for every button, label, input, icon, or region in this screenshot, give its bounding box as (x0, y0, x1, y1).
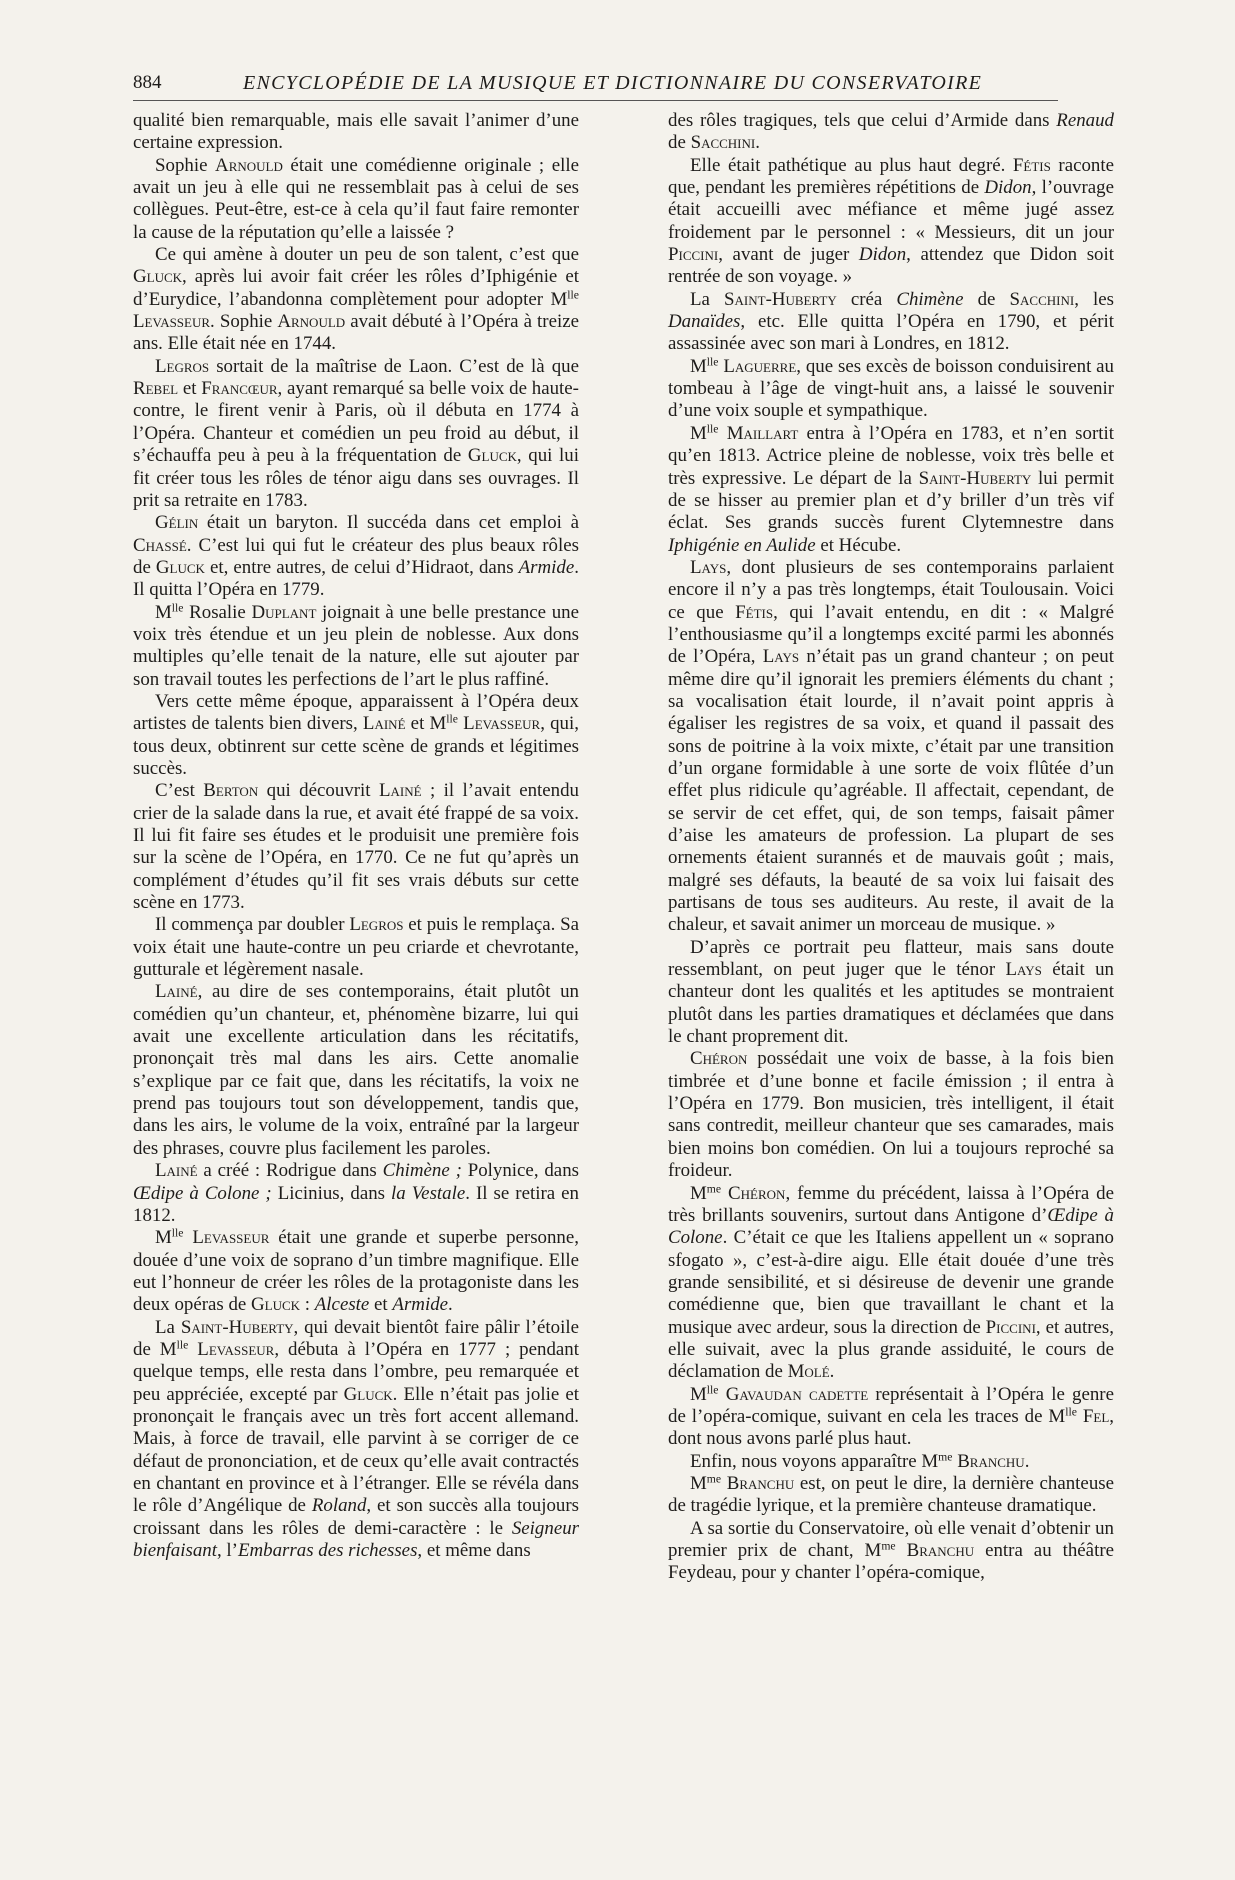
text-run: M (155, 1227, 172, 1249)
text-run: Ce qui amène à douter un peu de son talent, c’est que (155, 244, 579, 266)
paragraph (133, 691, 579, 780)
title-abbreviation: me (881, 1539, 896, 1553)
proper-name: Lainé (155, 981, 198, 1003)
proper-name: Legros (349, 914, 404, 936)
paragraph (133, 1227, 579, 1316)
work-title: Iphigénie en Aulide (668, 534, 816, 556)
proper-name: Chéron (690, 1048, 748, 1070)
paragraph (668, 155, 1114, 289)
text-run: , qui, tous deux, obtinrent sur cette scène de grands et légitimes succès. (133, 713, 579, 779)
text-run: représentait à l’Opéra le genre de l’opéra-comique, suivant en cela les traces de M (668, 1383, 1114, 1427)
paragraph (668, 289, 1114, 356)
text-run: . Elle n’était pas jolie et prononçait le français avec un très fort accent allemand. Mais, à force de travail, elle parvint à se corriger de ce défaut de prononciation, et de ceux qu’elle avait contractés en chantant en province et à l’étranger. Elle se révéla dans le rôle d’Angélique de (133, 1383, 579, 1517)
text-run: de (668, 132, 691, 154)
paragraph (668, 356, 1114, 423)
text-run: : (300, 1294, 315, 1316)
running-header (133, 70, 1058, 101)
paragraph (133, 1160, 579, 1227)
text-run: était un baryton. Il succéda dans cet emploi à (198, 512, 579, 534)
proper-name: Fétis (735, 601, 774, 623)
text-run: entra à l’Opéra en 1783, et n’en sortit qu’en 1813. Actrice pleine de noblesse, voix très belle et très expressive. Le départ de la (668, 422, 1114, 489)
text-run: . Il se retira en 1812. (133, 1182, 579, 1226)
proper-name: Fel (1082, 1405, 1110, 1427)
text-run: est, on peut le dire, la dernière chanteuse de tragédie lyrique, et la première chanteuse dramatique. (668, 1472, 1114, 1517)
text-run: était une grande et superbe personne, douée d’une voix de soprano d’un timbre magnifique. Elle eut l’honneur de créer les rôles de la protagoniste dans les deux opéras de (133, 1227, 579, 1316)
title-abbreviation: me (706, 1472, 722, 1486)
text-run: était un chanteur dont les qualités et les aptitudes se montraient plutôt dans les parties dramatiques et déclamées que dans le chant proprement dit. (668, 959, 1114, 1048)
page-number: 884 (133, 72, 162, 93)
text-run: , etc. Elle quitta l’Opéra en 1790, et périt assassinée avec son mari à Londres, en 1812. (668, 311, 1114, 355)
proper-name: Levasseur (197, 1338, 275, 1360)
text-run: , et son succès alla toujours croissant dans les rôles de demi-caractère : le (133, 1495, 579, 1539)
proper-name: Gluck (467, 445, 517, 467)
proper-name: Saint-Huberty (180, 1316, 294, 1338)
proper-name: Levasseur (463, 713, 541, 735)
proper-name: Maillart (726, 422, 799, 444)
text-run: , ayant remarqué sa belle voix de haute-contre, le firent venir à Paris, où il débuta en 1774 à l’Opéra. Chanteur et comédien un peu froid au début, il s’échauffa peu à peu à la fréquentation de (133, 378, 579, 467)
text-run: , qui lui fit créer tous les rôles de ténor aigu dans ses ouvrages. Il prit sa retraite en 1783. (133, 445, 579, 511)
text-run: n’était pas un grand chanteur ; on peut même dire qu’il ignorait les premiers éléments du chant ; sa vocalisation était lourde, il n’avait point appris à égaliser les registres de sa voix, et quand il passait des sons de poitrine à la voix mixte, c’était par une transition d’un organe formidable à une sorte de voix flûtée d’un effet plus ridicule qu’agréable. Il affectait, cependant, de se servir de cet effet, qui, de son temps, faisait pâmer d’aise les amateurs de profession. La plupart de ses ornements étaient surannés et de mauvais goût ; mais, malgré ses défauts, la beauté de sa voix lui faisait des partisans de tous ses auditeurs. Au reste, il avait de la chaleur, et savait animer un morceau de musique. » (668, 646, 1114, 936)
paragraph (668, 1451, 1114, 1473)
text-run: , dont plusieurs de ses contemporains parlaient encore il n’y a pas très longtemps, était Toulousain. Voici ce que (668, 556, 1114, 623)
title-abbreviation: lle (706, 355, 719, 369)
text-run: . (448, 1294, 453, 1316)
paragraph (668, 1183, 1114, 1384)
proper-name: Branchu (957, 1450, 1025, 1472)
left-column (133, 110, 579, 1562)
paragraph (668, 1048, 1114, 1182)
title-abbreviation: lle (176, 1338, 189, 1352)
title-abbreviation: lle (706, 1383, 719, 1397)
work-title: Chimène ; (382, 1160, 462, 1182)
paragraph (133, 244, 579, 356)
work-title: Chimène (896, 288, 964, 310)
text-run: M (690, 1383, 707, 1405)
proper-name: Lainé (362, 713, 406, 735)
text-run: La (690, 288, 725, 310)
text-run: entra au théâtre Feydeau, pour y chanter l’opéra-comique, (668, 1540, 1114, 1584)
work-title: Seigneur bienfaisant (133, 1517, 579, 1561)
paragraph (668, 937, 1114, 1049)
proper-name: Lays (1005, 959, 1042, 981)
title-abbreviation: lle (171, 1226, 184, 1240)
paragraph (668, 423, 1114, 557)
proper-name: Gluck (155, 556, 205, 578)
text-run: Enfin, nous voyons apparaître M (690, 1450, 939, 1472)
text-run: qui découvrit (258, 780, 379, 802)
text-run: . Il quitta l’Opéra en 1779. (133, 556, 579, 601)
text-run: , qui devait bientôt faire pâlir l’étoile de M (133, 1316, 579, 1360)
text-run: et (369, 1294, 393, 1316)
paragraph (133, 914, 579, 981)
proper-name: Molé (787, 1361, 830, 1383)
text-run: , attendez que Didon soit rentrée de son voyage. » (668, 244, 1114, 288)
title-abbreviation: lle (171, 601, 184, 615)
text-run: M (690, 1472, 707, 1494)
work-title: Œdipe à Colone (668, 1204, 1114, 1249)
text-run (188, 1339, 197, 1360)
proper-name: Lainé (155, 1160, 198, 1182)
text-run: lui permit de se hisser au premier plan et d’y briller d’un très vif éclat. Ses grands succès furent Clytemnestre dans (668, 467, 1114, 534)
paragraph (133, 1317, 579, 1563)
proper-name: Levasseur (192, 1227, 270, 1249)
proper-name: Levasseur (133, 311, 211, 333)
proper-name: Duplant (251, 601, 317, 623)
proper-name: Chéron (728, 1182, 786, 1204)
text-run: a créé : Rodrigue dans (197, 1160, 383, 1182)
text-run: Rosalie (183, 601, 252, 623)
paragraph (133, 512, 579, 601)
proper-name: Saint-Huberty (724, 288, 837, 310)
text-run: et (178, 378, 202, 400)
text-run: , et même dans (417, 1540, 531, 1561)
proper-name: Arnould (215, 154, 283, 176)
text-run (719, 1384, 726, 1405)
title-abbreviation: lle (1065, 1405, 1077, 1419)
proper-name: Piccini (985, 1316, 1036, 1338)
proper-name: Chassé (133, 534, 187, 556)
paragraph (133, 356, 579, 512)
work-title: Armide (518, 556, 575, 578)
text-run: . Sophie (210, 311, 278, 333)
text-run: . (829, 1361, 835, 1383)
title-abbreviation: lle (446, 712, 458, 726)
work-title: Renaud (1056, 110, 1114, 131)
text-run: , débuta à l’Opéra en 1777 ; pendant quelque temps, elle resta dans l’ombre, peu remarquée et peu appréciée, excepté par (133, 1338, 579, 1405)
work-title: Alceste (314, 1294, 370, 1316)
work-title: Œdipe à Colone ; (133, 1182, 272, 1204)
proper-name: Gélin (155, 512, 199, 534)
proper-name: Laguerre (723, 355, 797, 377)
text-run: , femme du précédent, laissa à l’Opéra de très brillants souvenirs, surtout dans Antigone d’ (668, 1182, 1114, 1226)
text-run: . C’était ce que les Italiens appellent un « soprano sfogato », c’est-à-dire aigu. Elle était douée d’une très grande sensibilité, et si désireuse de devenir une grande comédienne que, bien que travaillant le chant et la musique avec ardeur, sous la direction de (668, 1227, 1114, 1338)
paragraph (133, 981, 579, 1160)
text-run: possédait une voix de basse, à la fois bien timbrée et d’une bonne et facile émission ; il entra à l’Opéra en 1779. Bon musicien, très intelligent, il était sans contredit, meilleur chanteur que ses camarades, mais bien moins bon comédien. On lui a toujours reproché sa froideur. (668, 1048, 1114, 1182)
work-title: la Vestale (391, 1182, 466, 1204)
proper-name: Berton (203, 780, 259, 802)
title-abbreviation: me (938, 1450, 953, 1464)
work-title: Roland (311, 1495, 367, 1517)
text-run: créa (836, 288, 897, 310)
proper-name: Lays (690, 556, 727, 578)
text-run: , dont nous avons parlé plus haut. (668, 1405, 1114, 1450)
text-run: était une comédienne originale ; elle avait un jeu à elle qui ne ressemblait pas à celui de ses collègues. Peut-être, est-ce à cela qu’il faut faire remonter la cause de la réputation qu’elle a laissée ? (133, 154, 579, 243)
proper-name: Fétis (1012, 154, 1051, 176)
proper-name: Rebel (133, 378, 179, 400)
text-run (721, 1183, 728, 1204)
work-title: Embarras des richesses (237, 1540, 418, 1561)
text-run (896, 1540, 907, 1561)
text-run: ; il l’avait entendu crier de la salade dans la rue, et avait été frappé de sa voix. Il lui fit faire ses études et le produisit une première fois sur la scène de l’Opéra, en 1770. Ce ne fut qu’après un complément d’études qu’il fit ses vrais débuts sur cette scène en 1773. (133, 780, 579, 914)
text-run: joignait à une belle prestance une voix très étendue et un jeu plein de noblesse. Aux dons multiples qu’elle tenait de la nature, elle sut ajouter par son travail toutes les perfections de l’art le plus raffiné. (133, 601, 579, 690)
paragraph (133, 155, 579, 244)
text-run: M (690, 355, 707, 377)
paragraph (668, 557, 1114, 937)
text-run: , et autres, elle suivait, avec la plus grande assiduité, le cours de déclamation de (668, 1316, 1114, 1383)
title-abbreviation: me (706, 1182, 722, 1196)
proper-name: Branchu (726, 1472, 795, 1494)
proper-name: Piccini (668, 244, 719, 266)
proper-name: Saint-Huberty (918, 467, 1032, 489)
text-run: , l’ouvrage était accueilli avec méfiance et même jugé assez froidement par le personnel : « Messieurs, dit un jour (668, 177, 1114, 243)
proper-name: Legros (155, 355, 210, 377)
text-run: , l’ (216, 1540, 238, 1561)
proper-name: Gluck (251, 1294, 301, 1316)
work-title: Didon (984, 177, 1032, 199)
paragraph (133, 602, 579, 691)
text-run: et Hécube. (815, 534, 902, 556)
text-run: Il commença par doubler (155, 914, 350, 936)
text-run: Sophie (155, 154, 216, 176)
text-run: et M (405, 713, 447, 735)
text-run: La (155, 1316, 181, 1338)
text-run: A sa sortie du Conservatoire, où elle venait d’obtenir un premier prix de chant, M (668, 1517, 1114, 1561)
proper-name: Arnould (277, 311, 346, 333)
text-run: avait débuté à l’Opéra à treize ans. Elle était née en 1744. (133, 311, 579, 355)
text-run: et, entre autres, de celui d’Hidraot, dans (204, 556, 519, 578)
text-run: M (155, 601, 172, 623)
proper-name: Gluck (133, 266, 183, 288)
text-run: , qui l’avait entendu, en dit : « Malgré l’enthousiasme qu’il a longtemps excité parmi les abonnés de l’Opéra, (668, 601, 1114, 668)
paragraph (133, 110, 579, 155)
proper-name: Sacchini (690, 132, 756, 154)
text-run: qualité bien remarquable, mais elle savait l’animer d’une certaine expression. (133, 110, 579, 154)
text-run: Elle était pathétique au plus haut degré. (690, 154, 1013, 176)
work-title: Armide (392, 1294, 449, 1316)
proper-name: Lays (762, 646, 800, 668)
text-run: raconte que, pendant les premières répétitions de (668, 154, 1114, 199)
text-run: C’est (155, 780, 204, 802)
title-abbreviation: lle (567, 288, 579, 302)
proper-name: Francœur (201, 378, 278, 400)
running-title: ENCYCLOPÉDIE DE LA MUSIQUE ET DICTIONNAIRE DU CONSERVATOIRE (243, 72, 983, 94)
work-title: Danaïdes (668, 311, 741, 333)
paragraph (668, 1518, 1114, 1585)
text-run: sortait de la maîtrise de Laon. C’est de là que (209, 355, 579, 377)
text-run: Polynice, dans (461, 1160, 579, 1182)
text-run (719, 423, 727, 444)
proper-name: Lainé (378, 780, 422, 802)
text-run: . (755, 132, 760, 154)
work-title: Didon (858, 244, 907, 266)
text-run: des rôles tragiques, tels que celui d’Armide dans (668, 110, 1057, 131)
text-run: , les (1074, 288, 1114, 310)
paragraph (668, 1384, 1114, 1451)
text-run: M (690, 422, 707, 444)
text-run: , après lui avoir fait créer les rôles d’Iphigénie et d’Eurydice, l’abandonna complètement pour adopter M (133, 266, 579, 310)
paragraph (668, 110, 1114, 155)
title-abbreviation: lle (706, 422, 719, 436)
paragraph (668, 1473, 1114, 1518)
text-run: , avant de juger (718, 244, 859, 266)
text-run: et puis le remplaça. Sa voix était une haute-contre un peu criarde et chevrotante, gutturale et légèrement nasale. (133, 914, 580, 981)
paragraph (133, 780, 579, 914)
proper-name: Sacchini (1009, 288, 1075, 310)
right-column (668, 110, 1114, 1585)
text-run: , au dire de ses contemporains, était plutôt un comédien qu’un chanteur, et, phénomène bizarre, lui qui avait une excellente articulation dans les récitatifs, prononçait très mal dans les airs. Cette anomalie s’explique par ce fait que, dans les récitatifs, la voix ne prend pas toujours tout son développement, tandis que, dans les airs, le volume de la voix, entraîné par la largeur des phrases, couvre plus facilement les paroles. (133, 981, 579, 1159)
text-run: Vers cette même époque, apparaissent à l’Opéra deux artistes de talents bien divers, (133, 690, 579, 735)
text-run: , que ses excès de boisson conduisirent au tombeau à l’âge de vingt-huit ans, a laissé le souvenir d’une voix souple et sympathique. (668, 355, 1114, 422)
proper-name: Gluck (343, 1383, 393, 1405)
proper-name: Gavaudan cadette (725, 1383, 869, 1405)
text-run: Licinius, dans (271, 1182, 392, 1204)
text-run: . C’est lui qui fut le créateur des plus beaux rôles de (133, 534, 579, 578)
text-run: M (690, 1182, 707, 1204)
text-run: de (963, 288, 1010, 310)
text-run: D’après ce portrait peu flatteur, mais sans doute ressemblant, on peut juger que le ténor (668, 936, 1114, 981)
proper-name: Branchu (906, 1540, 975, 1561)
text-run: . (1024, 1450, 1030, 1472)
